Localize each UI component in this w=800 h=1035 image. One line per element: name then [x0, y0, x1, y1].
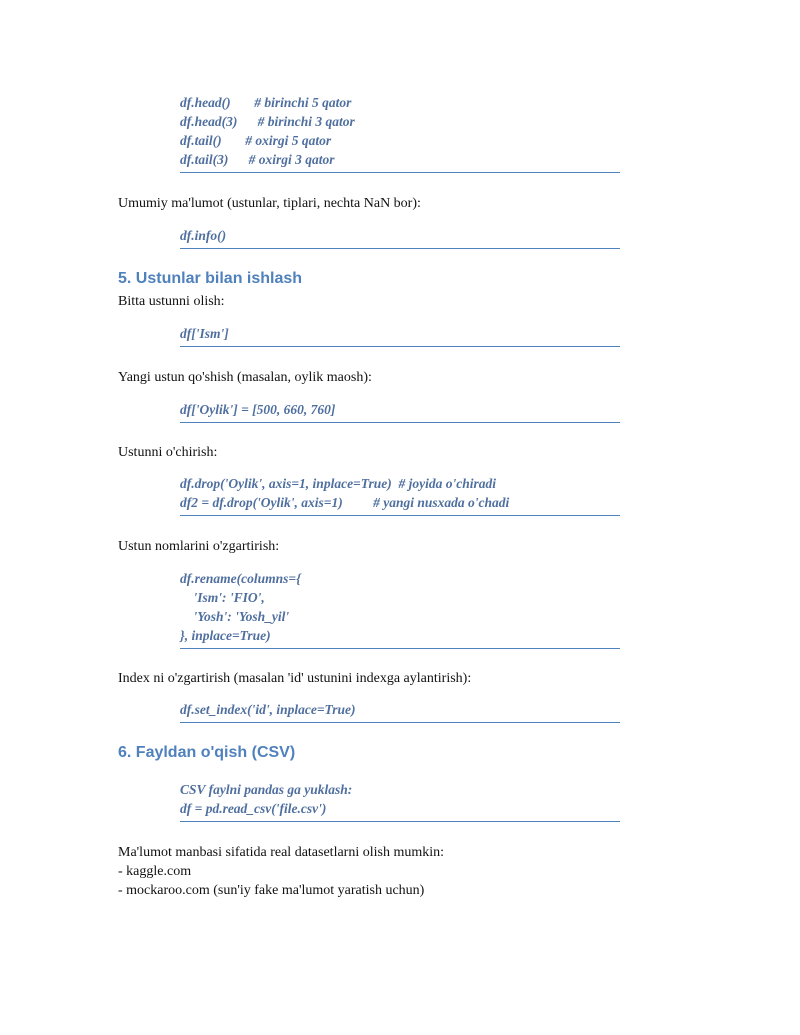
code-line: df.head(3) # birinchi 3 qator: [180, 114, 355, 129]
drop-column-intro-text: Ustunni o'chirish:: [118, 445, 218, 460]
code-line: df.rename(columns={: [180, 571, 301, 586]
code-line: 'Ism': 'FIO',: [180, 590, 265, 605]
code-line: df = pd.read_csv('file.csv'): [180, 801, 327, 816]
code-block-csv: [180, 780, 620, 822]
code-block-add-column: [180, 400, 620, 423]
rename-intro-text: Ustun nomlarini o'zgartirish:: [118, 539, 280, 554]
get-column-intro-text: Bitta ustunni olish:: [118, 294, 225, 309]
code-line: CSV faylni pandas ga yuklash:: [180, 782, 353, 797]
source-kaggle-text: - kaggle.com: [118, 864, 192, 879]
code-block-drop-column: [180, 474, 620, 516]
code-line: df.info(): [180, 228, 227, 243]
index-intro-text: Index ni o'zgartirish (masalan 'id' ustunini indexga aylantirish):: [118, 671, 472, 686]
code-line: df.head() # birinchi 5 qator: [180, 95, 352, 110]
code-line: df.tail() # oxirgi 5 qator: [180, 133, 332, 148]
section-heading-5: 5. Ustunlar bilan ishlash: [118, 270, 303, 287]
section-heading-6: 6. Fayldan o'qish (CSV): [118, 744, 296, 761]
code-line: df['Oylik'] = [500, 660, 760]: [180, 402, 336, 417]
add-column-intro-text: Yangi ustun qo'shish (masalan, oylik maosh):: [118, 370, 372, 385]
code-block-set-index: [180, 700, 620, 723]
code-line: df2 = df.drop('Oylik', axis=1) # yangi nusxada o'chadi: [180, 495, 510, 510]
code-line: }, inplace=True): [180, 628, 271, 643]
code-line: df['Ism']: [180, 326, 229, 341]
code-block-rename: [180, 569, 620, 649]
code-block-info: [180, 226, 620, 249]
code-line: df.drop('Oylik', axis=1, inplace=True) # joyida o'chiradi: [180, 476, 496, 491]
sources-intro-text: Ma'lumot manbasi sifatida real datasetlarni olish mumkin:: [118, 845, 445, 860]
source-mockaroo-text: - mockaroo.com (sun'iy fake ma'lumot yaratish uchun): [118, 883, 425, 898]
code-block-head-tail: [180, 93, 620, 173]
info-intro-text: Umumiy ma'lumot (ustunlar, tiplari, nechta NaN bor):: [118, 196, 421, 211]
code-line: df.set_index('id', inplace=True): [180, 702, 356, 717]
code-line: 'Yosh': 'Yosh_yil': [180, 609, 290, 624]
code-block-get-column: [180, 324, 620, 347]
code-line: df.tail(3) # oxirgi 3 qator: [180, 152, 335, 167]
